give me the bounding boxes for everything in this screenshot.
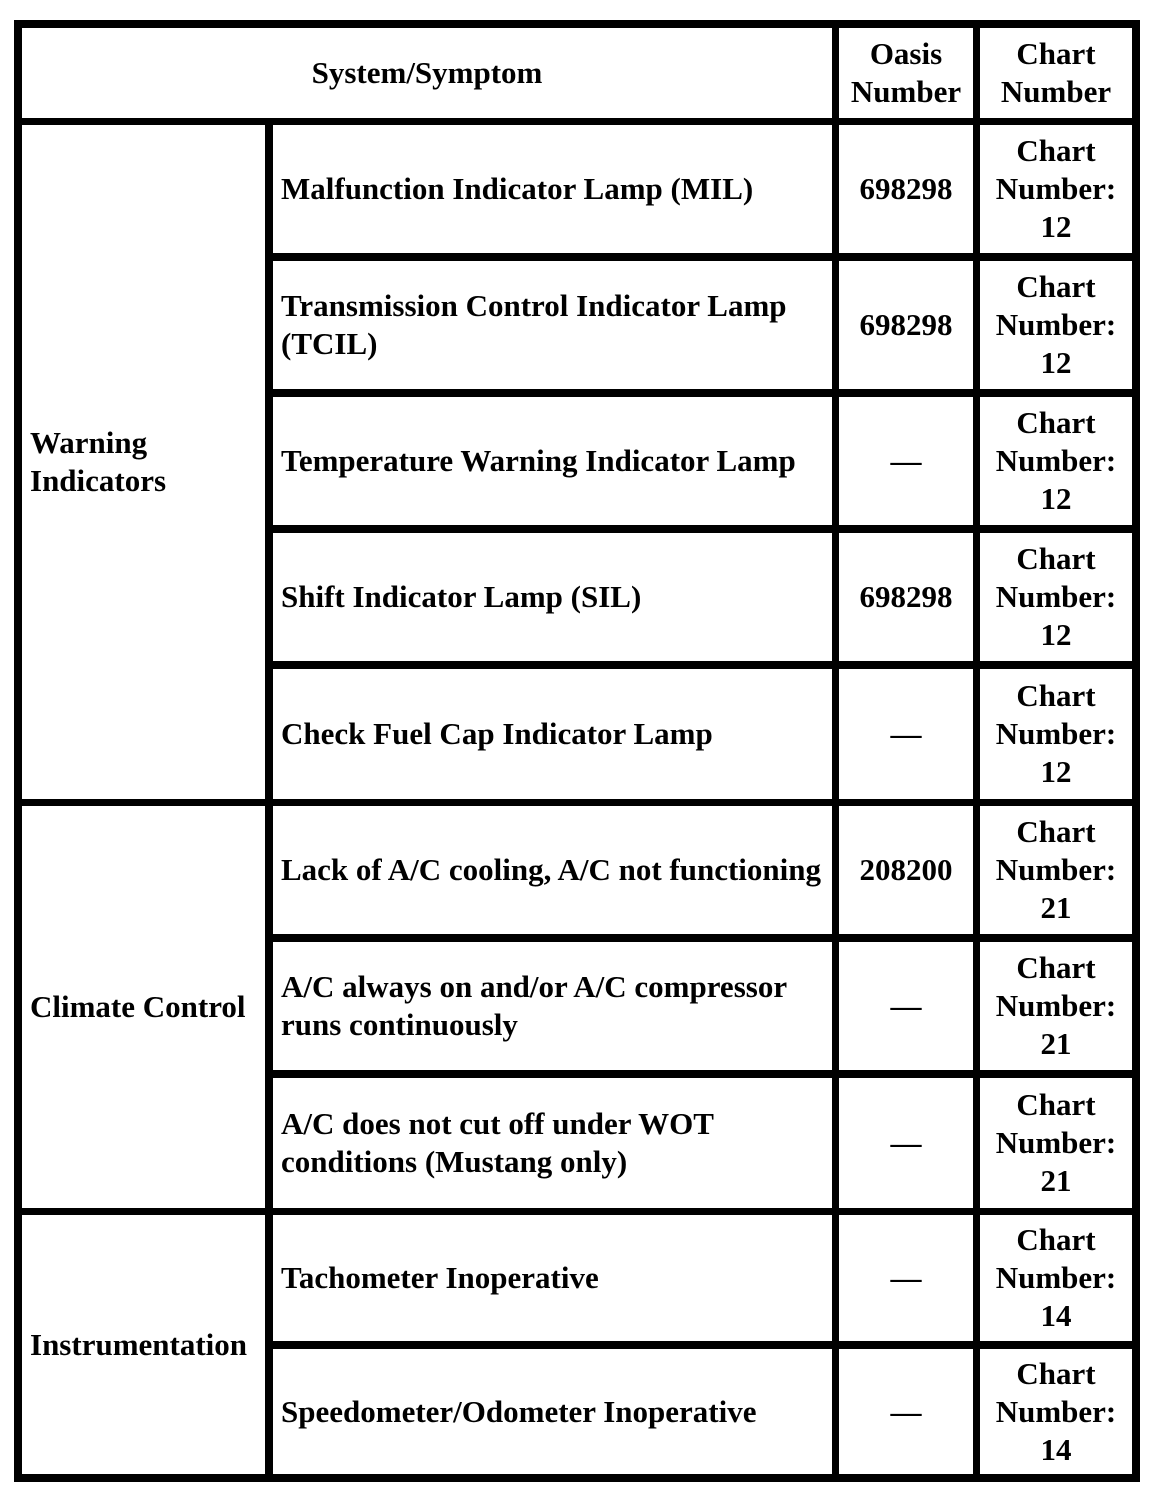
system-warning-indicators: Warning Indicators — [22, 125, 265, 799]
oasis-cell: — — [839, 942, 973, 1070]
chart-number-text: Chart Number: 21 — [995, 814, 1117, 925]
symptom-cell: Temperature Warning Indicator Lamp — [273, 397, 832, 525]
header-oasis-number: Oasis Number — [839, 28, 973, 118]
chart-number-text: Chart Number: 21 — [995, 950, 1117, 1061]
chart-number-text: Chart Number: 12 — [995, 541, 1117, 652]
oasis-cell: 698298 — [839, 261, 973, 389]
chart-cell — [980, 1215, 1132, 1341]
chart-cell — [980, 125, 1132, 253]
system-instrumentation: Instrumentation — [22, 1215, 265, 1474]
chart-cell — [980, 397, 1132, 525]
chart-cell — [980, 533, 1132, 661]
symptom-cell: A/C always on and/or A/C compressor runs continuously — [273, 942, 832, 1070]
symptom-cell: A/C does not cut off under WOT conditions (Mustang only) — [273, 1078, 832, 1208]
chart-cell — [980, 1349, 1132, 1474]
header-chart-number: Chart Number — [980, 28, 1132, 118]
oasis-cell: — — [839, 1215, 973, 1341]
system-climate-control: Climate Control — [22, 806, 265, 1208]
chart-cell — [980, 1078, 1132, 1208]
chart-number-text: Chart Number: 14 — [995, 1355, 1117, 1467]
header-system-symptom: System/Symptom — [22, 28, 832, 118]
symptom-cell: Speedometer/Odometer Inoperative — [273, 1349, 832, 1474]
oasis-cell: — — [839, 669, 973, 799]
chart-cell — [980, 942, 1132, 1070]
symptom-cell: Shift Indicator Lamp (SIL) — [273, 533, 832, 661]
symptom-cell: Tachometer Inoperative — [273, 1215, 832, 1341]
oasis-cell: 698298 — [839, 533, 973, 661]
chart-number-text: Chart Number: 12 — [995, 269, 1117, 380]
chart-number-text: Chart Number: 12 — [995, 405, 1117, 516]
symptom-chart-table — [14, 20, 1140, 1482]
oasis-cell: 208200 — [839, 806, 973, 934]
oasis-cell: 698298 — [839, 125, 973, 253]
oasis-cell: — — [839, 1078, 973, 1208]
chart-cell — [980, 806, 1132, 934]
symptom-cell: Malfunction Indicator Lamp (MIL) — [273, 125, 832, 253]
chart-number-text: Chart Number: 21 — [995, 1087, 1117, 1198]
oasis-cell: — — [839, 397, 973, 525]
chart-cell — [980, 261, 1132, 389]
chart-number-text: Chart Number: 12 — [995, 678, 1117, 789]
symptom-cell: Lack of A/C cooling, A/C not functioning — [273, 806, 832, 934]
chart-number-text: Chart Number: 14 — [995, 1222, 1117, 1333]
symptom-cell: Transmission Control Indicator Lamp (TCIL) — [273, 261, 832, 389]
oasis-cell: — — [839, 1349, 973, 1474]
symptom-cell: Check Fuel Cap Indicator Lamp — [273, 669, 832, 799]
chart-number-text: Chart Number: 12 — [995, 133, 1117, 244]
chart-cell — [980, 669, 1132, 799]
